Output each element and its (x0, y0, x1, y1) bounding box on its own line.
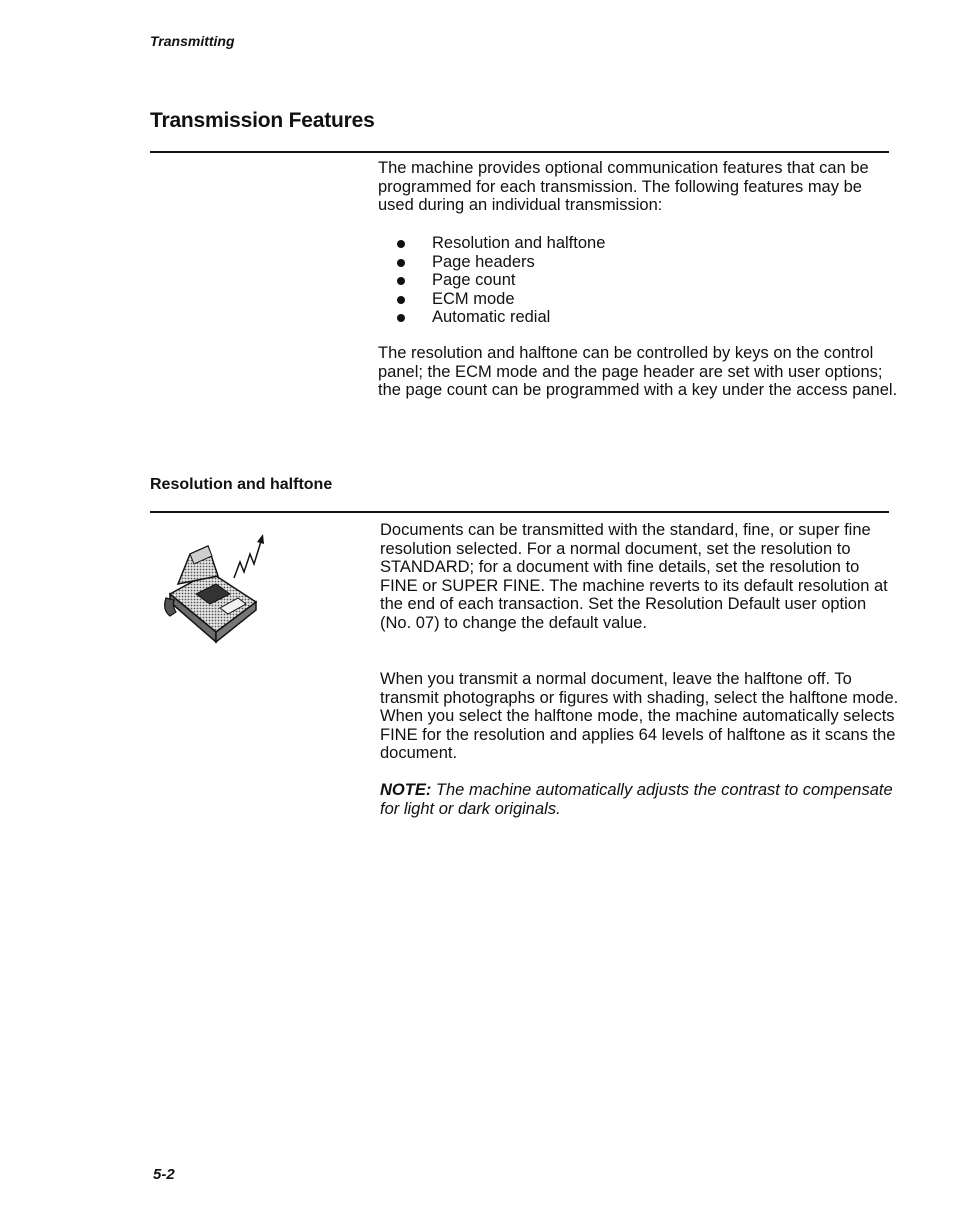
subsection-divider (150, 511, 889, 513)
feature-label: Page count (432, 271, 516, 289)
intro-paragraph (378, 159, 898, 215)
list-item (378, 271, 898, 290)
halftone-text: When you transmit a normal document, leave the halftone off. To transmit photographs or figures with shading, select the halftone mode. When you select the halftone mode, the machine automatically selects FINE for the resolution and applies 64 levels of halftone as it scans the document. (380, 670, 899, 762)
resolution-paragraph (380, 521, 900, 632)
feature-label: ECM mode (432, 289, 515, 308)
bullet-icon (397, 259, 405, 267)
controls-paragraph (378, 344, 898, 400)
section-title: Transmission Features (150, 109, 375, 132)
subsection-title: Resolution and halftone (150, 476, 333, 493)
list-item (378, 290, 898, 309)
page-number: 5-2 (153, 1166, 175, 1183)
section-divider (150, 151, 889, 153)
controls-text: The resolution and halftone can be controlled by keys on the control panel; the ECM mode and the page header are set with user options; the page count can be programmed with a key under the access panel. (378, 344, 898, 399)
feature-label: Page headers (432, 252, 535, 271)
halftone-paragraph (380, 670, 900, 763)
bullet-icon (397, 277, 405, 285)
running-header: Transmitting (150, 33, 235, 49)
intro-text: The machine provides optional communication features that can be programmed for each transmission. The following features may be used during an individual transmission: (378, 159, 869, 214)
list-item (378, 308, 898, 327)
list-item (378, 253, 898, 272)
bullet-icon (397, 240, 405, 248)
resolution-text: Documents can be transmitted with the standard, fine, or super fine resolution selected. For a normal document, set the resolution to STANDARD; for a document with fine details, set the resolution to FINE or SUPER FINE. The machine reverts to its default resolution at the end of each transaction. Set the Resolution Default user option (No. 07) to change the default value. (380, 521, 888, 632)
note-label: NOTE: (380, 781, 432, 799)
feature-label: Automatic redial (432, 308, 551, 326)
list-item (378, 234, 898, 253)
bullet-icon (397, 314, 405, 322)
note (380, 781, 900, 818)
feature-list (378, 234, 898, 327)
feature-label: Resolution and halftone (432, 234, 606, 252)
fax-machine-icon (160, 532, 280, 648)
bullet-icon (397, 296, 405, 304)
note-text: The machine automatically adjusts the contrast to compensate for light or dark originals. (380, 781, 893, 818)
